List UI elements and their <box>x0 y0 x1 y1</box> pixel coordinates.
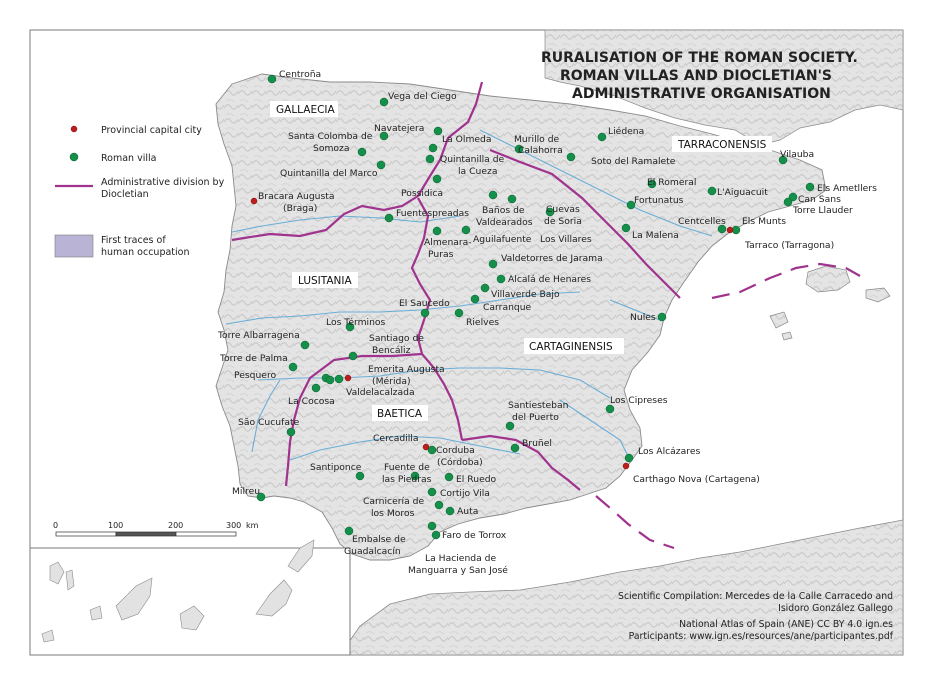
label-rielves: Rielves <box>466 317 500 328</box>
villa-sao-cucufate <box>287 428 295 436</box>
label-can-sans-2: Torre Llauder <box>793 205 853 216</box>
label-el-ruedo: El Ruedo <box>456 474 497 485</box>
label-los-terminos: Los Términos <box>326 317 386 328</box>
canary-inset <box>30 540 350 655</box>
legend-traces-symbol <box>55 235 93 257</box>
label-murillo-2: Calahorra <box>518 145 563 156</box>
label-torre-palma: Torre de Palma <box>220 353 288 364</box>
villa-malena <box>622 224 630 232</box>
villa-almenara <box>433 227 441 235</box>
label-cortijo: Cortijo Vila <box>440 488 490 499</box>
label-bracara-1: Bracara Augusta <box>258 191 335 202</box>
label-emerita-1: Emerita Augusta <box>368 364 445 375</box>
credit-line-1: Scientific Compilation: Mercedes de la Calle Carracedo and <box>618 591 893 602</box>
capital-emerita <box>345 375 351 381</box>
villa-rielves <box>455 309 463 317</box>
label-el-romeral: El Romeral <box>647 177 697 188</box>
label-fuente-1: Fuente de <box>384 462 430 473</box>
scale-tick-0: 0 <box>53 521 59 530</box>
label-santa-colomba-1: Santa Colomba de <box>288 131 373 142</box>
label-pesquero: Pesquero <box>234 370 277 381</box>
label-nules: Nules <box>630 312 656 323</box>
villa-possidica <box>433 175 441 183</box>
label-quintanilla-cueza-1: Quintanilla de <box>440 154 505 165</box>
label-malena: La Malena <box>632 230 679 241</box>
label-fuentespreadas: Fuentespreadas <box>396 208 470 219</box>
label-santiesteban-2: del Puerto <box>512 412 559 423</box>
scale-tick-100: 100 <box>108 521 124 530</box>
label-banos-2: Valdearados <box>476 217 533 228</box>
credit-line-3: National Atlas of Spain (ANE) CC BY 4.0 ign.es <box>679 619 893 630</box>
label-bracara-2: (Braga) <box>283 203 318 214</box>
label-carthago: Carthago Nova (Cartagena) <box>633 474 760 485</box>
label-embalse-2: Guadalcacín <box>344 546 401 557</box>
villa-nules <box>658 313 666 321</box>
label-tarraco: Tarraco (Tarragona) <box>745 240 835 251</box>
label-el-saucedo: El Saucedo <box>399 298 450 309</box>
label-carniceria-2: los Moros <box>371 508 415 519</box>
legend-villa-symbol <box>70 153 78 161</box>
label-cuevas-2: de Soria <box>544 216 582 227</box>
label-cuevas-1: Cuevas <box>546 204 580 215</box>
villa-ametllers <box>806 183 814 191</box>
label-banos-1: Baños de <box>482 205 525 216</box>
label-ametllers: Els Ametllers <box>817 183 877 194</box>
villa-hacienda <box>432 531 440 539</box>
legend-division-label-2: Diocletian <box>101 189 149 200</box>
legend-villa-label: Roman villa <box>101 153 157 164</box>
label-embalse-1: Embalse de <box>352 534 406 545</box>
credit-line-2: Isidoro González Gallego <box>778 603 893 614</box>
label-can-sans-1: Can Sans <box>798 194 841 205</box>
label-corduba-2: (Córdoba) <box>437 457 483 468</box>
label-emerita-2: (Mérida) <box>372 376 411 387</box>
villa-santiesteban <box>506 422 514 430</box>
region-baetica: BAETICA <box>377 408 423 420</box>
legend-capital-symbol <box>71 126 77 132</box>
villa-quintanilla-cueza2 <box>426 155 434 163</box>
label-fuente-2: las Piedras <box>382 474 432 485</box>
villa-cuevas <box>508 195 516 203</box>
villa-valdelacalzada <box>335 375 343 383</box>
villa-quintanilla-marco <box>377 161 385 169</box>
label-aiguacuit: L'Aiguacuit <box>717 187 768 198</box>
map-title-line3: ADMINISTRATIVE ORGANISATION <box>572 86 831 102</box>
villa-soto <box>567 153 575 161</box>
credit-line-4: Participants: www.ign.es/resources/ane/participantes.pdf <box>628 631 893 642</box>
villa-carniceria <box>435 501 443 509</box>
label-hacienda-1: La Hacienda de <box>425 553 497 564</box>
label-auta: Auta <box>457 506 479 517</box>
villa-cortijo <box>428 488 436 496</box>
label-vilauba: Vilauba <box>780 149 815 160</box>
villa-olmeda <box>434 127 442 135</box>
villa-la-cocosa <box>312 384 320 392</box>
label-hacienda-2: Manguarra y San José <box>408 565 508 576</box>
scale-unit: km <box>246 521 259 530</box>
scale-tick-300: 300 <box>226 521 242 530</box>
villa-carranque <box>471 295 479 303</box>
label-fortunatus: Fortunatus <box>634 195 684 206</box>
villa-torre-albarragena <box>301 341 309 349</box>
villa-villaverde <box>481 284 489 292</box>
villa-quintanilla-cueza <box>429 144 437 152</box>
villa-aguilafuente <box>462 226 470 234</box>
label-quintanilla-cueza-2: la Cueza <box>458 166 498 177</box>
villa-santiago <box>349 352 357 360</box>
label-la-cocosa: La Cocosa <box>288 396 335 407</box>
villa-el-ruedo <box>445 473 453 481</box>
villa-vega <box>380 98 388 106</box>
label-alcala: Alcalá de Henares <box>508 274 592 285</box>
villa-liedena <box>598 133 606 141</box>
label-valdetorres: Valdetorres de Jarama <box>501 253 603 264</box>
label-centrona: Centroña <box>279 69 322 80</box>
label-almenara-2: Puras <box>428 249 454 260</box>
villa-torre-llauder <box>784 198 792 206</box>
label-santa-colomba-2: Somoza <box>313 143 350 154</box>
label-carniceria-1: Carnicería de <box>363 496 425 507</box>
label-torre-albarragena: Torre Albarragena <box>218 330 300 341</box>
label-possidica: Possidica <box>401 188 444 199</box>
villa-torre-palma <box>289 363 297 371</box>
capital-tarraco <box>727 227 733 233</box>
label-torrox: Faro de Torrox <box>442 530 507 541</box>
legend-traces-label-2: human occupation <box>101 247 190 258</box>
label-quintanilla-marco: Quintanilla del Marco <box>280 168 378 179</box>
label-santiago-2: Bencáliz <box>372 345 411 356</box>
label-sao-cucufate: São Cucufate <box>238 417 300 428</box>
villa-auta <box>446 507 454 515</box>
region-tarraconensis: TARRACONENSIS <box>678 139 767 151</box>
label-santiponce: Santiponce <box>310 462 362 473</box>
villa-centrona <box>268 75 276 83</box>
villa-fuentespreadas <box>385 214 393 222</box>
label-villaverde: Villaverde Bajo <box>491 289 560 300</box>
map-title-line1: RURALISATION OF THE ROMAN SOCIETY. <box>541 50 858 66</box>
region-cartaginensis: CARTAGINENSIS <box>529 341 613 353</box>
label-cipreses: Los Cipreses <box>610 395 668 406</box>
villa-pesquero2 <box>326 376 334 384</box>
villa-valdetorres <box>489 260 497 268</box>
scale-tick-200: 200 <box>168 521 184 530</box>
label-valdelacalzada: Valdelacalzada <box>346 387 415 398</box>
label-murillo-1: Murillo de <box>514 134 560 145</box>
label-aguilafuente: Aguilafuente <box>473 234 532 245</box>
villa-torrox <box>428 522 436 530</box>
villa-banos <box>489 191 497 199</box>
label-milreu: Milreu <box>232 486 261 497</box>
region-lusitania: LUSITANIA <box>298 275 352 287</box>
villa-saucedo <box>421 309 429 317</box>
villa-cipreses <box>606 405 614 413</box>
label-almenara-1: Almenara- <box>424 237 472 248</box>
label-liedena: Liédena <box>608 126 645 137</box>
legend-traces-label-1: First traces of <box>101 235 166 246</box>
legend-division-label-1: Administrative division by <box>101 177 225 188</box>
label-cercadilla: Cercadilla <box>373 433 419 444</box>
label-santiago-1: Santiago de <box>369 333 424 344</box>
capital-bracara <box>251 198 257 204</box>
label-brunel: Bruñel <box>522 438 552 449</box>
villa-santa-colomba <box>358 148 366 156</box>
label-navatejera: Navatejera <box>374 123 425 134</box>
label-olmeda: La Olmeda <box>442 134 492 145</box>
map-title-line2: ROMAN VILLAS AND DIOCLETIAN'S <box>560 68 832 84</box>
label-centcelles: Centcelles <box>678 216 726 227</box>
label-corduba-1: Corduba <box>436 445 475 456</box>
label-carranque: Carranque <box>483 302 532 313</box>
villa-brunel <box>511 444 519 452</box>
region-gallaecia: GALLAECIA <box>276 104 335 116</box>
capital-corduba <box>423 444 429 450</box>
label-alcazares: Los Alcázares <box>638 446 701 457</box>
legend-capital-label: Provincial capital city <box>101 125 202 136</box>
label-vega: Vega del Ciego <box>388 91 457 102</box>
villa-alcazares <box>625 454 633 462</box>
label-villares: Los Villares <box>540 234 592 245</box>
villa-aiguacuit <box>708 187 716 195</box>
label-soto: Soto del Ramalete <box>591 156 676 167</box>
capital-carthago <box>623 463 629 469</box>
label-santiesteban-1: Santiesteban <box>508 400 569 411</box>
label-munts: Els Munts <box>742 216 787 227</box>
villa-alcala <box>497 275 505 283</box>
villa-santiponce <box>356 472 364 480</box>
